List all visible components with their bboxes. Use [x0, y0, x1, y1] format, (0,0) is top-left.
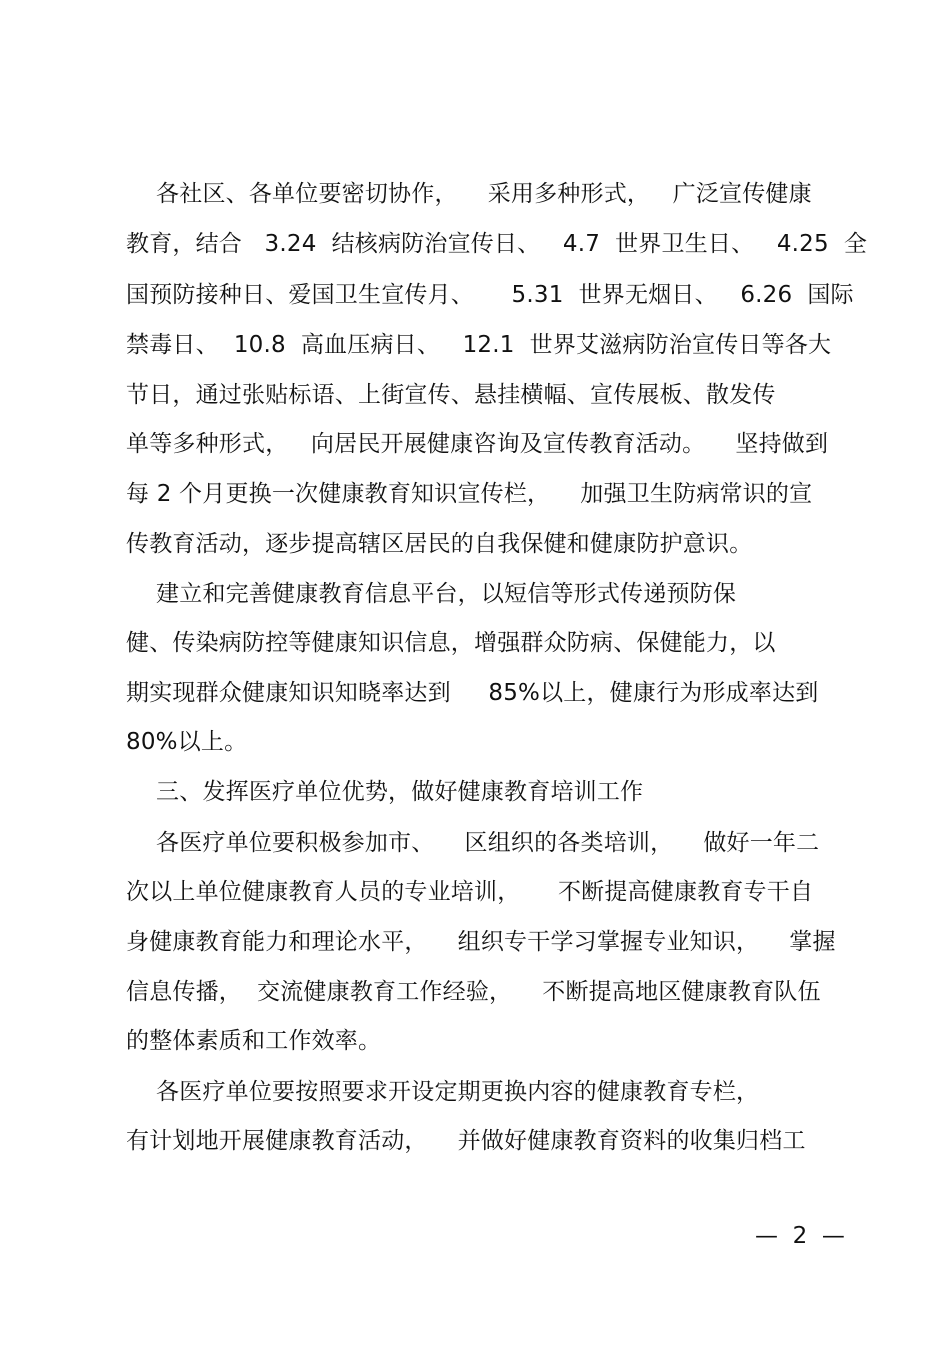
paragraph-line-9: 建立和完善健康教育信息平台，以短信等形式传递预防保 — [126, 581, 737, 607]
paragraph-line-17: 信息传播， 交流健康教育工作经验， 不断提高地区健康教育队伍 — [126, 979, 821, 1005]
paragraph-line-12: 80%以上。 — [126, 729, 248, 755]
paragraph-line-6: 单等多种形式， 向居民开展健康咨询及宣传教育活动。 坚持做到 — [126, 431, 829, 457]
paragraph-line-5: 节日，通过张贴标语、上街宣传、悬挂横幅、宣传展板、散发传 — [126, 382, 776, 408]
paragraph-line-8: 传教育活动，逐步提高辖区居民的自我保健和健康防护意识。 — [126, 531, 753, 557]
paragraph-line-18: 的整体素质和工作效率。 — [126, 1028, 382, 1054]
paragraph-line-15: 次以上单位健康教育人员的专业培训， 不断提高健康教育专干自 — [126, 879, 814, 905]
paragraph-line-14: 各医疗单位要积极参加市、 区组织的各类培训， 做好一年二 — [126, 830, 820, 856]
paragraph-line-2: 教育，结合 3.24 结核病防治宣传日、 4.7 世界卫生日、 4.25 全 — [126, 231, 868, 257]
paragraph-line-4: 禁毒日、 10.8 高血压病日、 12.1 世界艾滋病防治宣传日等各大 — [126, 332, 832, 358]
paragraph-line-16: 身健康教育能力和理论水平， 组织专干学习掌握专业知识， 掌握 — [126, 929, 836, 955]
paragraph-line-7: 每 2 个月更换一次健康教育知识宣传栏， 加强卫生防病常识的宣 — [126, 481, 813, 507]
paragraph-line-20: 有计划地开展健康教育活动， 并做好健康教育资料的收集归档工 — [126, 1128, 806, 1154]
page-number: — 2 — — [755, 1223, 845, 1249]
paragraph-line-10: 健、传染病防控等健康知识信息，增强群众防病、保健能力，以 — [126, 630, 776, 656]
paragraph-line-19: 各医疗单位要按照要求开设定期更换内容的健康教育专栏， — [126, 1079, 760, 1105]
paragraph-line-1: 各社区、各单位要密切协作， 采用多种形式， 广泛宣传健康 — [126, 181, 812, 207]
paragraph-line-3: 国预防接种日、爱国卫生宣传月、 5.31 世界无烟日、 6.26 国际 — [126, 282, 854, 308]
section-heading: 三、发挥医疗单位优势，做好健康教育培训工作 — [126, 779, 644, 805]
paragraph-line-11: 期实现群众健康知识知晓率达到 85%以上，健康行为形成率达到 — [126, 680, 819, 706]
